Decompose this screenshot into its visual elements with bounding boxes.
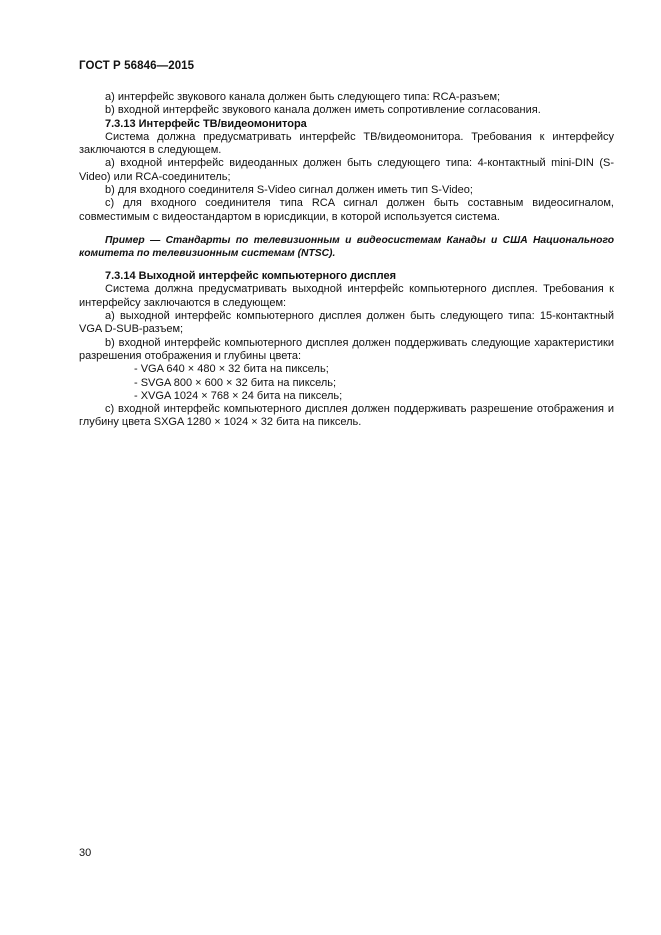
paragraph-audio-type: a) интерфейс звукового канала должен быть следующего типа: RCA-разъем; bbox=[105, 91, 501, 103]
paragraph-video-input-type: a) входной интерфейс видеоданных должен быть следующего типа: 4-контактный mini-DIN (S-Video) или RCA-соединитель; bbox=[79, 157, 614, 183]
list-item-svga: - SVGA 800 × 600 × 32 бита на пиксель; bbox=[134, 376, 337, 389]
paragraph-display-intro: Система должна предусматривать выходной интерфейс компьютерного дисплея. Требования к интерфейсу заключаются в следующем: bbox=[79, 283, 614, 309]
example-note: Пример — Стандарты по телевизионным и видеосистемам Канады и США Национального комитета по телевизионным системам (NTSC). bbox=[79, 234, 614, 259]
page-number: 30 bbox=[79, 847, 92, 859]
list-item-xvga: - XVGA 1024 × 768 × 24 бита на пиксель; bbox=[134, 389, 343, 402]
paragraph-display-connector: a) выходной интерфейс компьютерного дисплея должен быть следующего типа: 15-контактный VGA D-SUB-разъем; bbox=[79, 310, 614, 336]
paragraph-rca-signal: c) для входного соединителя типа RCA сигнал должен быть составным видеосигналом, совместимым с видеостандартом в юрисдикции, в которой используется система. bbox=[79, 197, 614, 223]
paragraph-sxga-support: c) входной интерфейс компьютерного дисплея должен поддерживать разрешение отображения и глубину цвета SXGA 1280 × 1024 × 32 бита на пиксель. bbox=[79, 403, 614, 429]
paragraph-svideo-signal: b) для входного соединителя S-Video сигнал должен иметь тип S-Video; bbox=[105, 184, 473, 197]
document-code-header: ГОСТ Р 56846—2015 bbox=[79, 60, 195, 72]
section-heading-tv-monitor: 7.3.13 Интерфейс ТВ/видеомонитора bbox=[105, 117, 307, 130]
list-item-vga: - VGA 640 × 480 × 32 бита на пиксель; bbox=[134, 363, 329, 376]
section-heading-computer-display: 7.3.14 Выходной интерфейс компьютерного дисплея bbox=[105, 270, 397, 283]
paragraph-display-resolutions: b) входной интерфейс компьютерного дисплея должен поддерживать следующие характеристики разрешения отображения и глубины цвета: bbox=[79, 336, 614, 362]
paragraph-tv-intro: Система должна предусматривать интерфейс ТВ/видеомонитора. Требования к интерфейсу заключаются в следующем. bbox=[79, 130, 614, 157]
document-body bbox=[79, 91, 614, 430]
paragraph-audio-impedance: b) входной интерфейс звукового канала должен иметь сопротивление согласования. bbox=[105, 104, 541, 117]
